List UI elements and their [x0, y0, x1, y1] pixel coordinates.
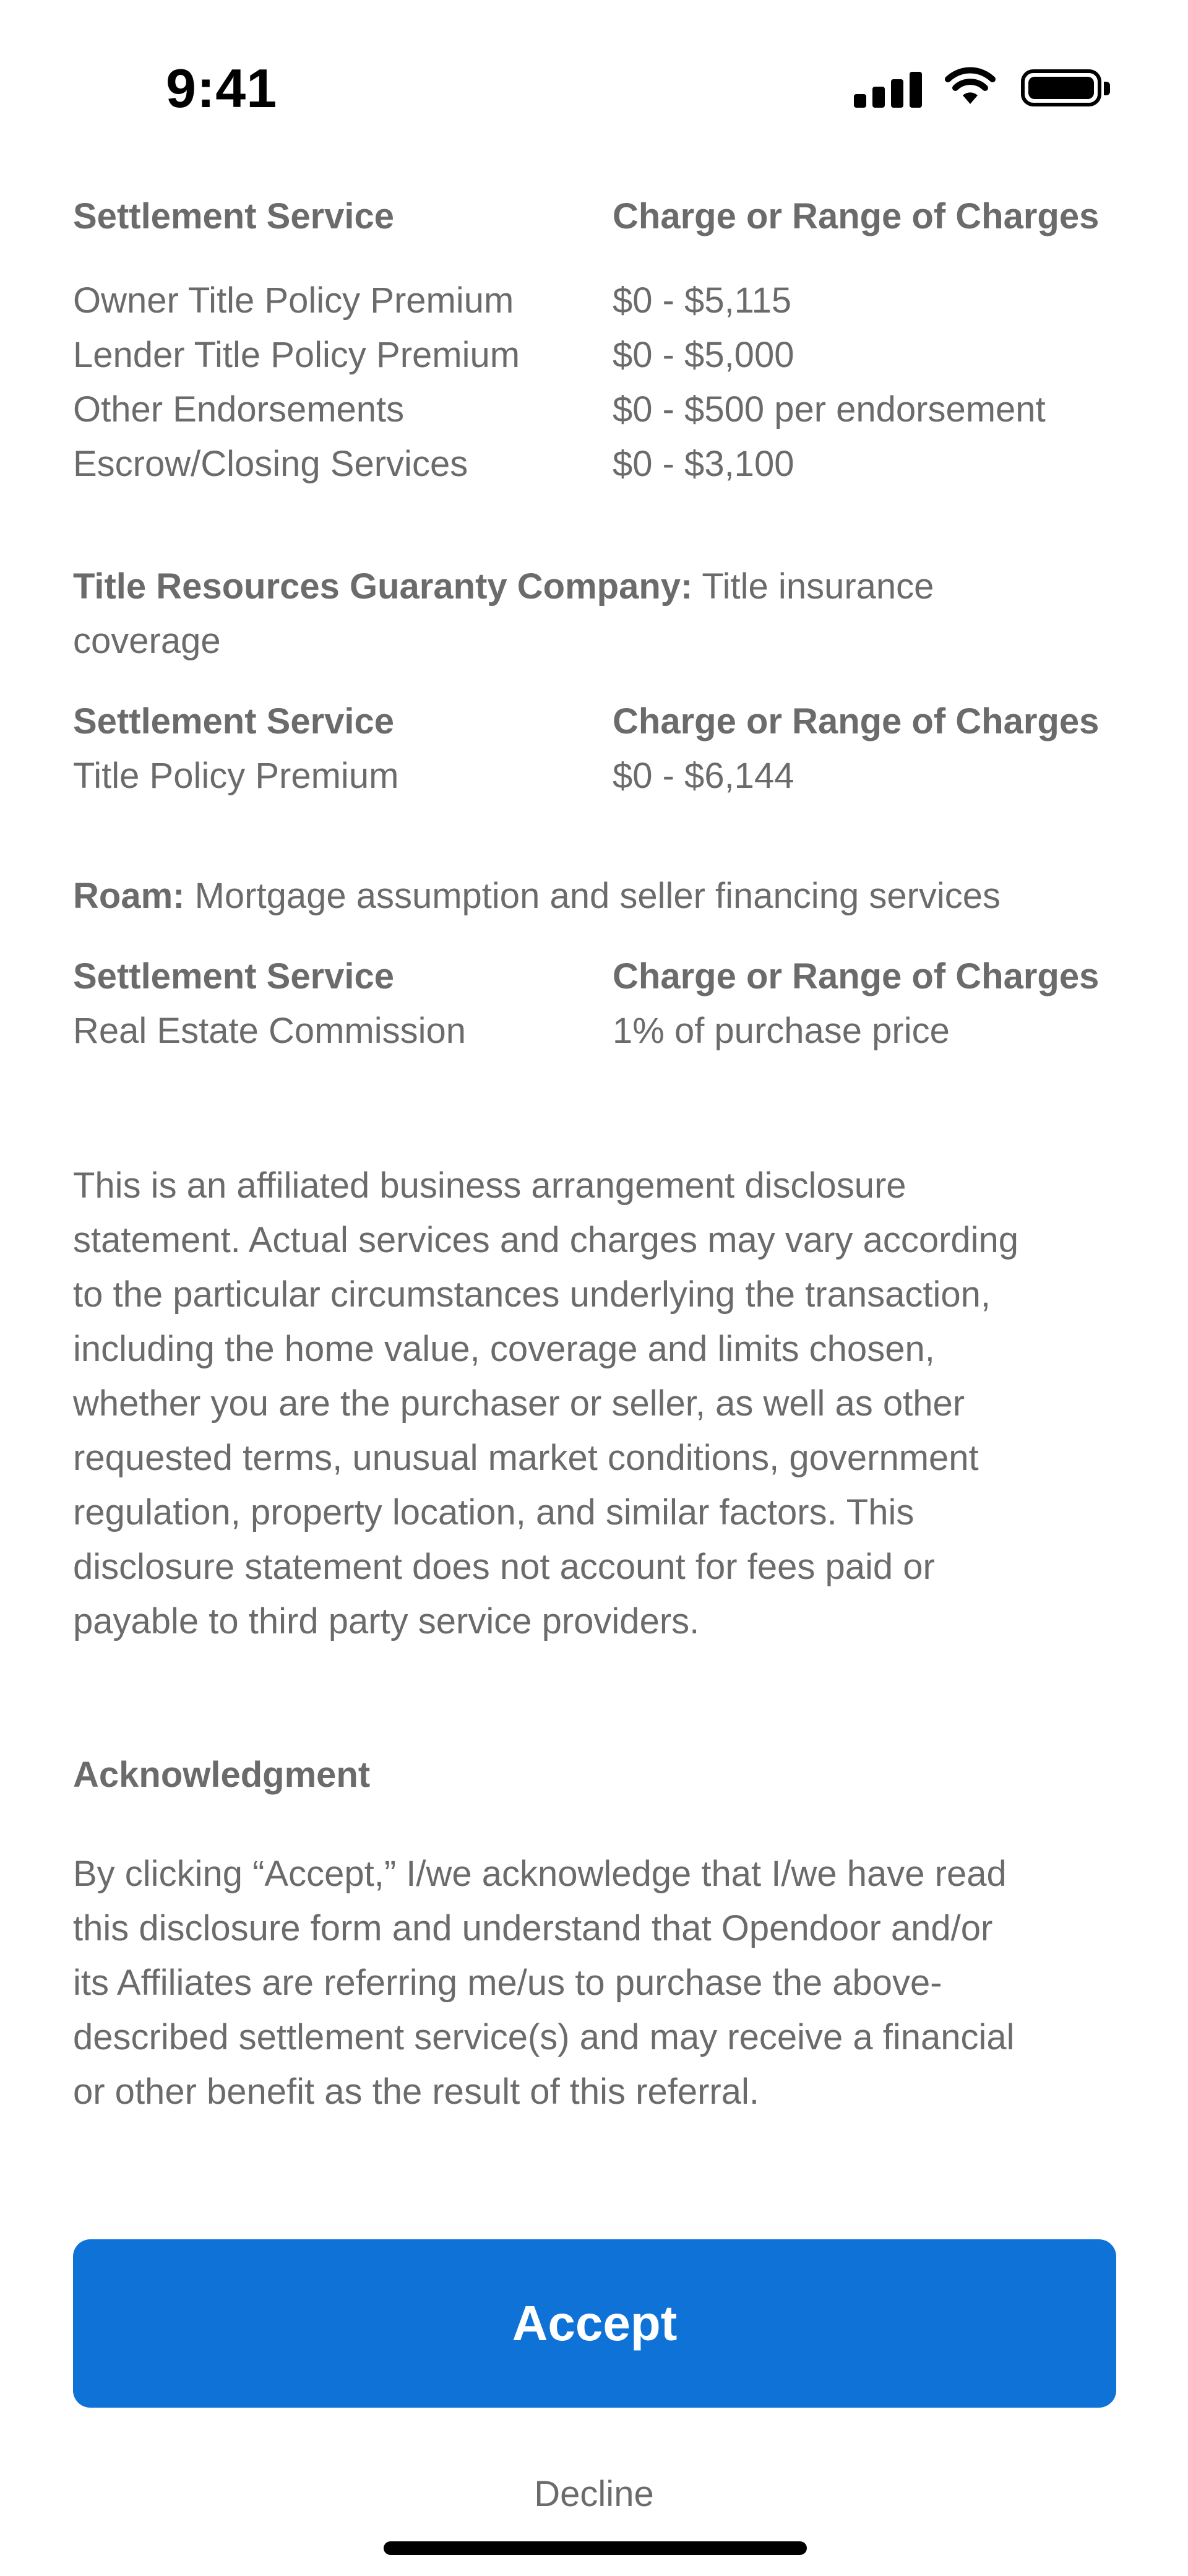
- header-service: Settlement Service: [73, 196, 395, 236]
- charge-cell: $0 - $6,144: [613, 756, 794, 796]
- table-row: [73, 1004, 1119, 1058]
- company-description: [73, 560, 1119, 668]
- acknowledgment-paragraph: [73, 1847, 1119, 2119]
- table-header: [73, 694, 1119, 749]
- service-cell: Lender Title Policy Premium: [73, 335, 520, 375]
- service-cell: Escrow/Closing Services: [73, 444, 468, 484]
- table-row: [73, 749, 1119, 803]
- disclosure-paragraph: [73, 1159, 1119, 1649]
- acknowledgment-line: or other benefit as the result of this referral.: [73, 2072, 759, 2112]
- disclosure-line: This is an affiliated business arrangement disclosure: [73, 1165, 906, 1206]
- header-service: Settlement Service: [73, 701, 395, 741]
- disclosure-line: regulation, property location, and similar factors. This: [73, 1492, 915, 1532]
- service-cell: Owner Title Policy Premium: [73, 280, 514, 321]
- table-row: [73, 274, 1119, 328]
- disclosure-line: statement. Actual services and charges may vary according: [73, 1220, 1019, 1260]
- company-desc: Mortgage assumption and seller financing services: [184, 876, 1001, 916]
- home-indicator: [384, 2541, 807, 2555]
- status-icons: [854, 67, 1101, 108]
- first-table: [73, 274, 1119, 491]
- disclosure-line: including the home value, coverage and limits chosen,: [73, 1329, 935, 1369]
- decline-button[interactable]: Decline: [534, 2474, 654, 2514]
- cellular-signal-icon: [854, 68, 922, 108]
- header-charge: Charge or Range of Charges: [613, 956, 1100, 996]
- header-charge: Charge or Range of Charges: [613, 196, 1100, 236]
- table-header: [73, 949, 1119, 1004]
- charge-cell: $0 - $500 per endorsement: [613, 389, 1046, 430]
- table-row: [73, 437, 1119, 491]
- battery-icon: [1021, 69, 1101, 106]
- status-bar: [0, 0, 1188, 179]
- status-time: 9:41: [166, 58, 278, 119]
- service-cell: Real Estate Commission: [73, 1011, 466, 1051]
- disclosure-line: requested terms, unusual market conditions, government: [73, 1438, 979, 1478]
- charge-cell: 1% of purchase price: [613, 1011, 950, 1051]
- disclosure-line: disclosure statement does not account for fees paid or: [73, 1547, 935, 1587]
- company-desc-line1: Title insurance: [692, 566, 934, 607]
- disclosure-line: payable to third party service providers.: [73, 1601, 700, 1641]
- charge-cell: $0 - $3,100: [613, 444, 794, 484]
- charge-cell: $0 - $5,115: [613, 280, 792, 321]
- acknowledgment-section: [73, 1748, 1119, 1802]
- service-cell: Title Policy Premium: [73, 756, 399, 796]
- charge-cell: $0 - $5,000: [613, 335, 794, 375]
- table-row: [73, 328, 1119, 383]
- wifi-icon: [944, 67, 996, 108]
- acknowledgment-heading: Acknowledgment: [73, 1755, 371, 1795]
- company-name: Roam:: [73, 876, 185, 916]
- title-resources-section: [73, 560, 1119, 803]
- acknowledgment-line: described settlement service(s) and may receive a financial: [73, 2017, 1015, 2057]
- header-service: Settlement Service: [73, 956, 395, 996]
- disclosure-line: whether you are the purchaser or seller, as well as other: [73, 1383, 965, 1424]
- acknowledgment-line: its Affiliates are referring me/us to purchase the above-: [73, 1963, 942, 2003]
- cut-table-header: [73, 196, 1119, 275]
- disclosure-line: to the particular circumstances underlying the transaction,: [73, 1274, 991, 1315]
- company-desc-line2: coverage: [73, 621, 221, 661]
- company-name: Title Resources Guaranty Company:: [73, 566, 693, 607]
- acknowledgment-line: this disclosure form and understand that Opendoor and/or: [73, 1908, 993, 1948]
- accept-button[interactable]: Accept: [73, 2239, 1116, 2408]
- service-cell: Other Endorsements: [73, 389, 405, 430]
- company-description: [73, 869, 1119, 923]
- acknowledgment-line: By clicking “Accept,” I/we acknowledge that I/we have read: [73, 1854, 1007, 1894]
- roam-section: [73, 869, 1119, 1058]
- table-row: [73, 383, 1119, 437]
- header-charge: Charge or Range of Charges: [613, 701, 1100, 741]
